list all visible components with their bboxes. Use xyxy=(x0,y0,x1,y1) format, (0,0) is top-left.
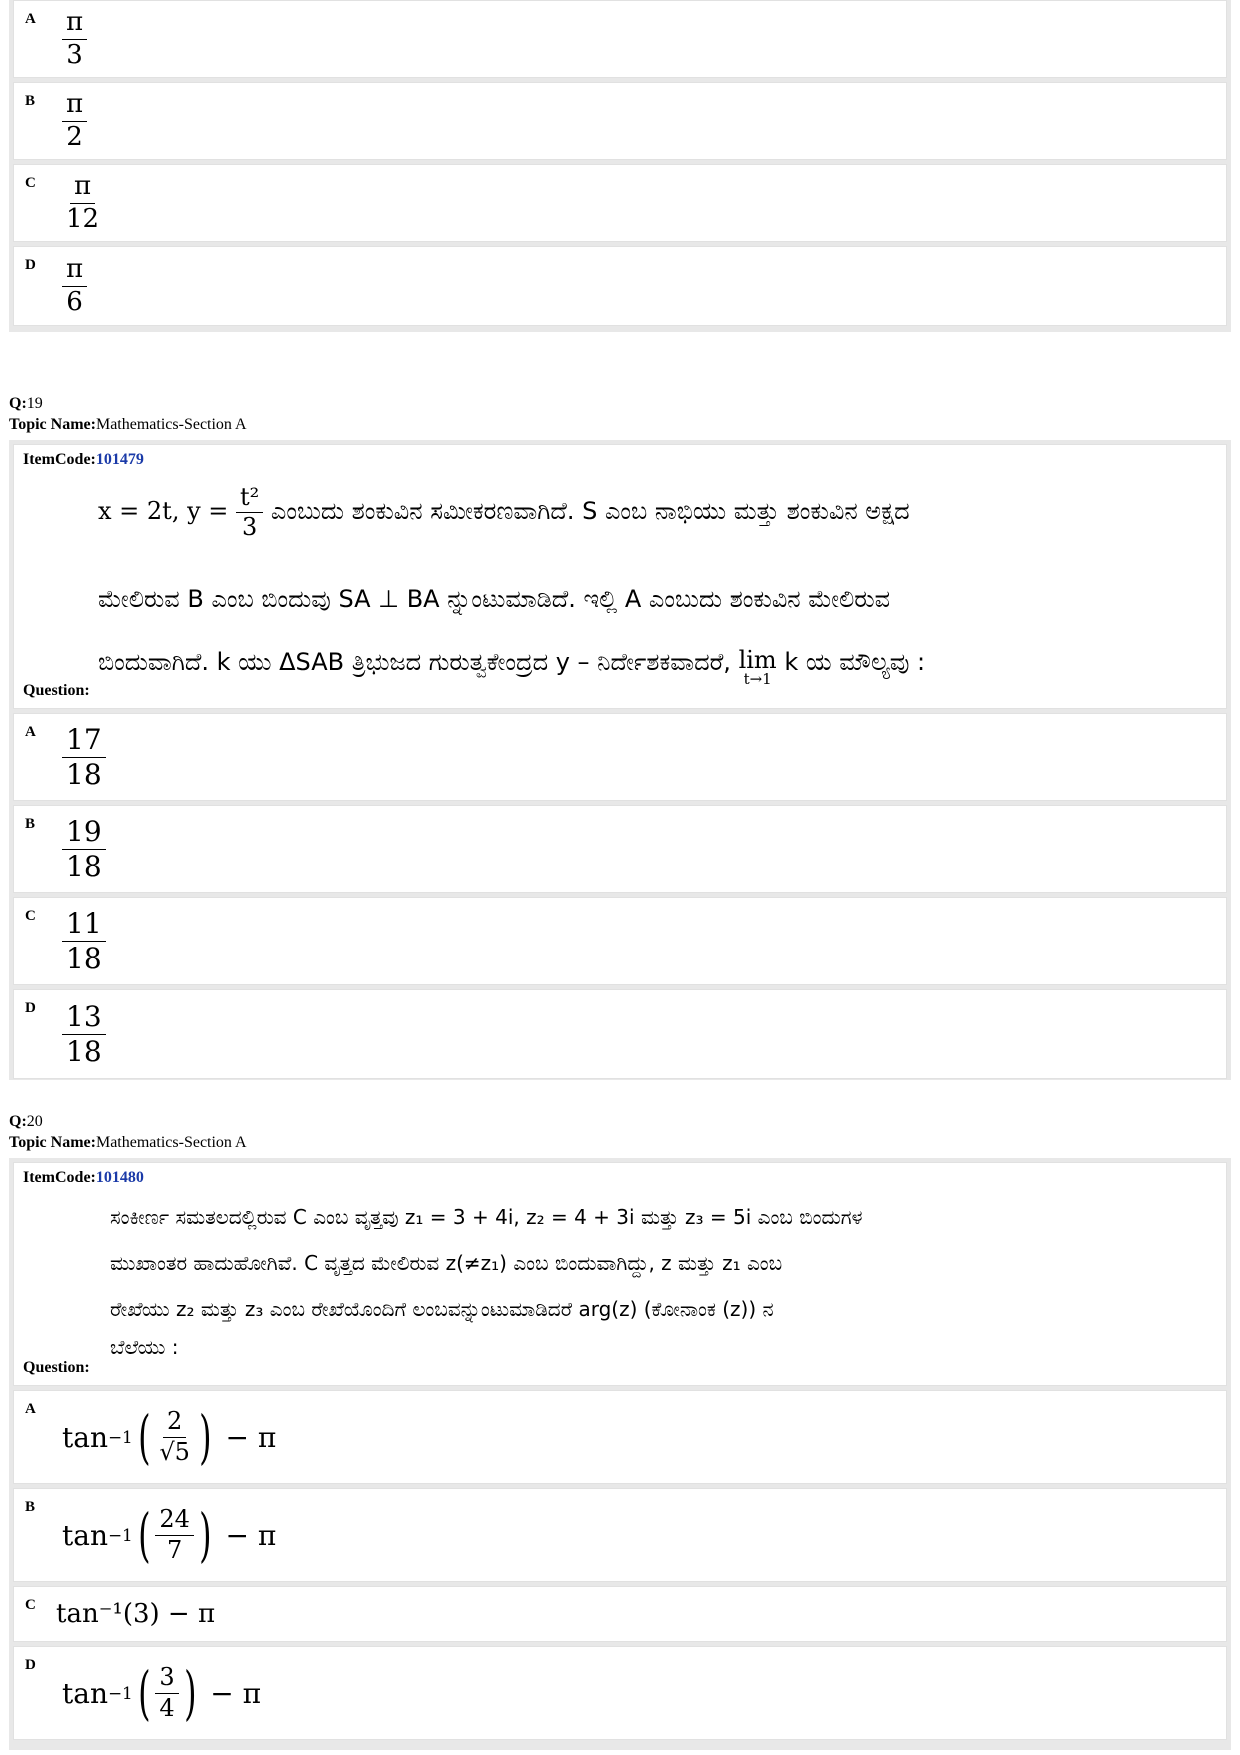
option-c[interactable] xyxy=(13,897,1227,985)
option-value: $\frac{17}{18}$ xyxy=(62,725,106,789)
q-number: 19 xyxy=(26,395,43,412)
option-value: tan⁻¹(3) − π xyxy=(56,1599,216,1629)
q-number: 20 xyxy=(26,1113,43,1130)
option-b[interactable] xyxy=(13,82,1227,160)
question-line-1: x = 2t, y = $\frac{\text{t²}}{3}$ ಎಂಬುದು ಶಂಕುವಿನ ಸಮೀಕರಣವಾಗಿದೆ. S ಎಂಬ ನಾಭಿಯು ಮತ್ತು ಶಂಕುವಿನ ಅಕ್ಷದ xyxy=(98,483,910,542)
option-d[interactable] xyxy=(13,246,1227,326)
option-letter: A xyxy=(25,724,36,740)
option-value: $\frac{\pi}{3}$ xyxy=(62,9,87,69)
option-value: $\frac{13}{18}$ xyxy=(62,1002,106,1066)
q-label: Q: xyxy=(9,1113,27,1130)
question-block-20 xyxy=(9,1158,1231,1750)
question-header-19 xyxy=(9,393,247,435)
option-value: $\frac{\pi}{12}$ xyxy=(66,171,100,234)
question-label: Question: xyxy=(23,1359,90,1376)
option-c[interactable] xyxy=(13,164,1227,242)
option-c[interactable] xyxy=(13,1586,1227,1642)
question-header-20 xyxy=(9,1111,247,1153)
option-b[interactable] xyxy=(13,1488,1227,1582)
topic-name: Mathematics-Section A xyxy=(95,1134,247,1151)
option-letter: C xyxy=(25,175,36,191)
option-a[interactable] xyxy=(13,713,1227,801)
question-block-19 xyxy=(9,440,1231,1080)
option-value: tan −1 ( $\frac{2}{√5}$ ) − π xyxy=(62,1403,277,1471)
option-letter: C xyxy=(25,908,36,924)
option-b[interactable] xyxy=(13,805,1227,893)
option-value: $\frac{\pi}{6}$ xyxy=(62,256,87,316)
option-letter: B xyxy=(25,93,36,109)
option-d[interactable] xyxy=(13,989,1227,1079)
option-a[interactable] xyxy=(13,0,1227,78)
question-label: Question: xyxy=(23,682,90,699)
question-line-4: ಬೆಲೆಯು : xyxy=(110,1335,179,1359)
topic-name: Mathematics-Section A xyxy=(95,416,247,433)
q-label: Q: xyxy=(9,395,27,412)
topic-label: Topic Name: xyxy=(9,1134,96,1151)
option-letter: D xyxy=(25,257,36,273)
question-panel xyxy=(13,444,1227,709)
option-letter: D xyxy=(25,1000,36,1016)
option-a[interactable] xyxy=(13,1390,1227,1484)
option-letter: D xyxy=(25,1657,36,1673)
option-value: tan −1 ( $\frac{3}{4}$ ) − π xyxy=(62,1659,261,1727)
prev-options-block xyxy=(9,0,1231,332)
item-code: ItemCode:101479 xyxy=(23,451,144,468)
option-value: $\frac{11}{18}$ xyxy=(62,909,106,973)
option-value: $\frac{19}{18}$ xyxy=(62,817,106,881)
question-line-1: ಸಂಕೀರ್ಣ ಸಮತಲದಲ್ಲಿರುವ C ಎಂಬ ವೃತ್ತವು z₁ = 3 + 4i, z₂ = 4 + 3i ಮತ್ತು z₃ = 5i ಎಂಬ ಬಿಂದುಗಳ xyxy=(110,1205,863,1229)
question-line-2: ಮುಖಾಂತರ ಹಾದುಹೋಗಿವೆ. C ವೃತ್ತದ ಮೇಲಿರುವ z(≠z₁) ಎಂಬ ಬಿಂದುವಾಗಿದ್ದು, z ಮತ್ತು z₁ ಎಂಬ xyxy=(110,1251,783,1275)
option-letter: A xyxy=(25,11,36,27)
option-d[interactable] xyxy=(13,1646,1227,1740)
option-value: tan −1 ( $\frac{24}{7}$ ) − π xyxy=(62,1501,277,1569)
option-letter: A xyxy=(25,1401,36,1417)
question-line-2: ಮೇಲಿರುವ B ಎಂಬ ಬಿಂದುವು SA ⊥ BA ನ್ನುಂಟುಮಾಡಿದೆ. ಇಲ್ಲಿ A ಎಂಬುದು ಶಂಕುವಿನ ಮೇಲಿರುವ xyxy=(98,585,890,613)
item-code: ItemCode:101480 xyxy=(23,1169,144,1186)
question-line-3: ಬಿಂದುವಾಗಿದೆ. k ಯು ΔSAB ತ್ರಿಭುಜದ ಗುರುತ್ವಕೇಂದ್ರದ y – ನಿರ್ದೇಶಕವಾದರೆ, lim t→1 k ಯ ಮೌಲ್ಯವು : xyxy=(98,646,926,688)
option-letter: B xyxy=(25,1499,36,1515)
question-panel xyxy=(13,1162,1227,1386)
topic-label: Topic Name: xyxy=(9,416,96,433)
option-letter: C xyxy=(25,1597,36,1613)
question-line-3: ರೇಖೆಯು z₂ ಮತ್ತು z₃ ಎಂಬ ರೇಖೆಯೊಂದಿಗೆ ಲಂಬವನ್ನುಂಟುಮಾಡಿದರೆ arg(z) (ಕೋನಾಂಕ (z)) ನ xyxy=(110,1297,774,1321)
option-letter: B xyxy=(25,816,36,832)
option-value: $\frac{\pi}{2}$ xyxy=(62,91,87,151)
